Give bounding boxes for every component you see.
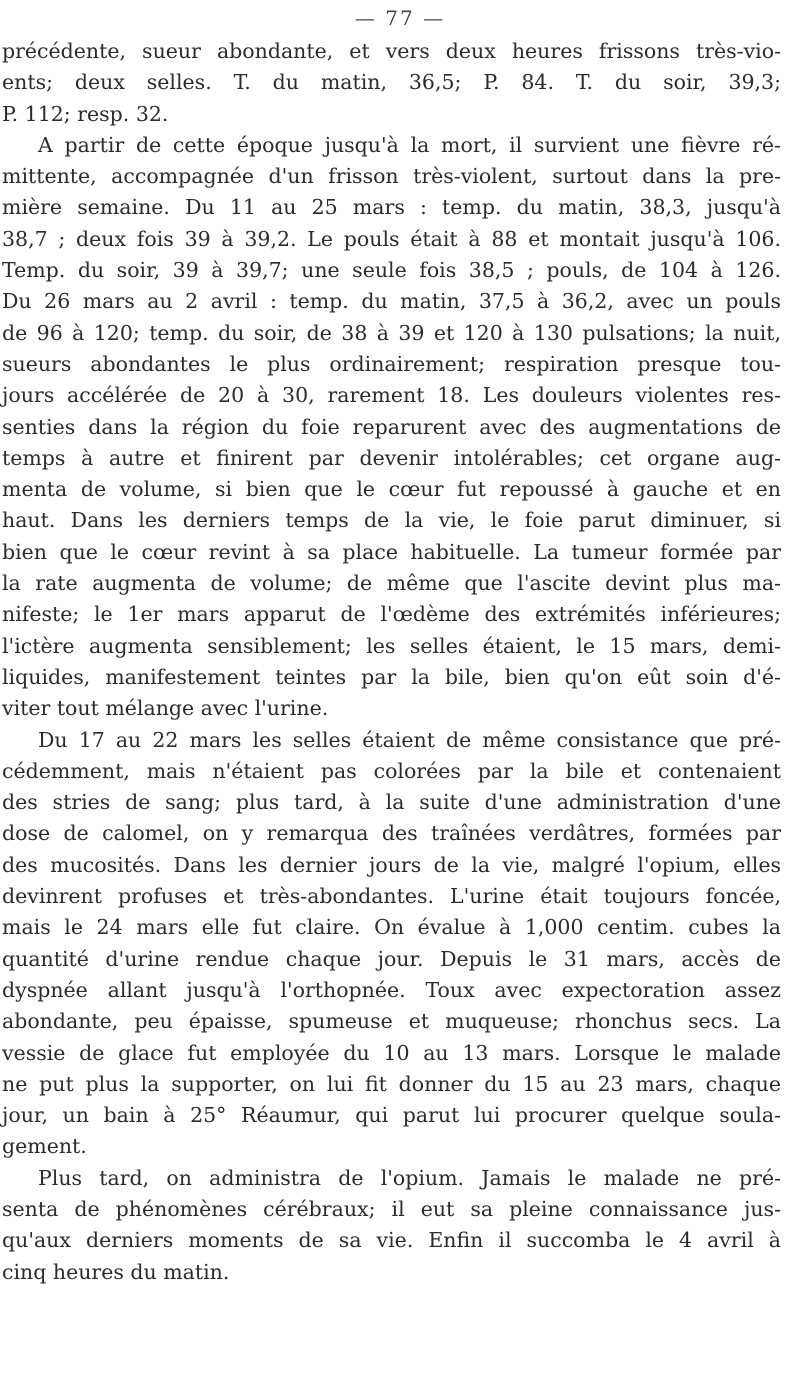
text-line: mittente, accompagnée d'un frisson très-violent, surtout dans la pre- [2, 164, 781, 189]
text-line: ents; deux selles. T. du matin, 36,5; P. 84. T. du soir, 39,3; [2, 70, 781, 95]
text-line: senta de phénomènes cérébraux; il eut sa pleine connaissance jus- [2, 1196, 781, 1221]
text-line: menta de volume, si bien que le cœur fut repoussé à gauche et en [2, 477, 781, 502]
text-line: sueurs abondantes le plus ordinairement; respiration presque tou- [2, 351, 781, 376]
text-line: Temp. du soir, 39 à 39,7; une seule fois 38,5 ; pouls, de 104 à 126. [2, 258, 781, 283]
text-line: bien que le cœur revint à sa place habituelle. La tumeur formée par [2, 539, 781, 564]
text-line: devinrent profuses et très-abondantes. L'urine était toujours foncée, [2, 884, 781, 909]
text-line: gement. [2, 1134, 87, 1159]
text-line: quantité d'urine rendue chaque jour. Depuis le 31 mars, accès de [2, 946, 781, 971]
text-line: nifeste; le 1er mars apparut de l'œdème des extrémités inférieures; [2, 602, 781, 627]
text-line: l'ictère augmenta sensiblement; les selles étaient, le 15 mars, demi- [2, 633, 781, 658]
paragraph-start-line: A partir de cette époque jusqu'à la mort, il survient une fièvre ré- [38, 132, 781, 157]
text-line: dose de calomel, on y remarqua des traînées verdâtres, formées par [2, 821, 781, 846]
text-line: liquides, manifestement teintes par la bile, bien qu'on eût soin d'é- [2, 664, 781, 689]
text-line: temps à autre et finirent par devenir intolérables; cet organe aug- [2, 445, 781, 470]
text-line: abondante, peu épaisse, spumeuse et muqueuse; rhonchus secs. La [2, 1009, 781, 1034]
text-line: des stries de sang; plus tard, à la suite d'une administration d'une [2, 790, 781, 815]
text-line: précédente, sueur abondante, et vers deux heures frissons très-vio- [2, 39, 781, 63]
page-number: — 77 — [354, 6, 446, 30]
text-line: 38,7 ; deux fois 39 à 39,2. Le pouls était à 88 et montait jusqu'à 106. [2, 226, 781, 251]
text-line: ne put plus la supporter, on lui fit donner du 15 au 23 mars, chaque [2, 1071, 781, 1096]
text-line: des mucosités. Dans les dernier jours de la vie, malgré l'opium, elles [2, 852, 781, 877]
text-line: la rate augmenta de volume; de même que l'ascite devint plus ma- [2, 571, 781, 596]
text-line: vessie de glace fut employée du 10 au 13 mars. Lorsque le malade [2, 1040, 781, 1065]
text-line: Du 26 mars au 2 avril : temp. du matin, 37,5 à 36,2, avec un pouls [2, 289, 781, 314]
text-line: haut. Dans les derniers temps de la vie, le foie parut diminuer, si [2, 508, 781, 533]
text-line: de 96 à 120; temp. du soir, de 38 à 39 et 120 à 130 pulsations; la nuit, [2, 320, 781, 345]
text-line: jours accélérée de 20 à 30, rarement 18. Les douleurs violentes res- [2, 383, 781, 408]
text-line: dyspnée allant jusqu'à l'orthopnée. Toux avec expectoration assez [2, 977, 781, 1002]
text-line: senties dans la région du foie reparurent avec des augmentations de [2, 414, 781, 439]
text-line: jour, un bain à 25° Réaumur, qui parut lui procurer quelque soula- [2, 1103, 781, 1128]
text-line: viter tout mélange avec l'urine. [2, 696, 329, 721]
text-line: cinq heures du matin. [2, 1259, 230, 1284]
text-line: mais le 24 mars elle fut claire. On évalue à 1,000 centim. cubes la [2, 915, 781, 940]
paragraph-start-line: Plus tard, on administra de l'opium. Jamais le malade ne pré- [38, 1165, 781, 1190]
text-line: qu'aux derniers moments de sa vie. Enfin il succomba le 4 avril à [2, 1228, 781, 1253]
text-line: mière semaine. Du 11 au 25 mars : temp. du matin, 38,3, jusqu'à [2, 195, 781, 220]
text-line: P. 112; resp. 32. [2, 101, 169, 126]
body-text [0, 36, 781, 1288]
paragraph-start-line: Du 17 au 22 mars les selles étaient de même consistance que pré- [38, 727, 781, 752]
text-line: cédemment, mais n'étaient pas colorées par la bile et contenaient [2, 758, 781, 783]
